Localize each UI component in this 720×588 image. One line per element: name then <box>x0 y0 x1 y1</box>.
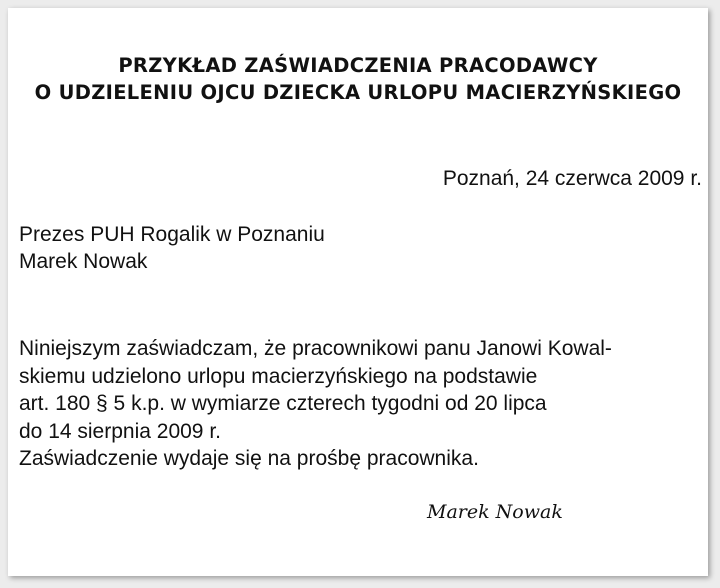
recipient-line-1: Prezes PUH Rogalik w Poznaniu <box>19 223 325 246</box>
title-line-1: PRZYKŁAD ZAŚWIADCZENIA PRACODAWCY <box>118 54 598 77</box>
signature: Marek Nowak <box>427 501 563 523</box>
recipient-block <box>19 221 325 275</box>
document-date: Poznań, 24 czerwca 2009 r. <box>442 167 702 190</box>
document-body <box>19 335 612 473</box>
body-line-1: Niniejszym zaświadczam, że pracownikowi panu Janowi Kowal- <box>19 337 612 360</box>
title-line-2: O UDZIELENIU OJCU DZIECKA URLOPU MACIERZYŃSKIEGO <box>34 81 682 104</box>
body-line-3: art. 180 § 5 k.p. w wymiarze czterech tygodni od 20 lipca <box>19 392 547 415</box>
body-line-4: do 14 sierpnia 2009 r. <box>19 419 221 443</box>
recipient-line-2: Marek Nowak <box>19 250 148 273</box>
document-page <box>8 8 708 576</box>
body-line-5: Zaświadczenie wydaje się na prośbę pracownika. <box>19 447 479 470</box>
document-title <box>8 52 708 106</box>
body-line-2: skiemu udzielono urlopu macierzyńskiego na podstawie <box>19 364 538 388</box>
